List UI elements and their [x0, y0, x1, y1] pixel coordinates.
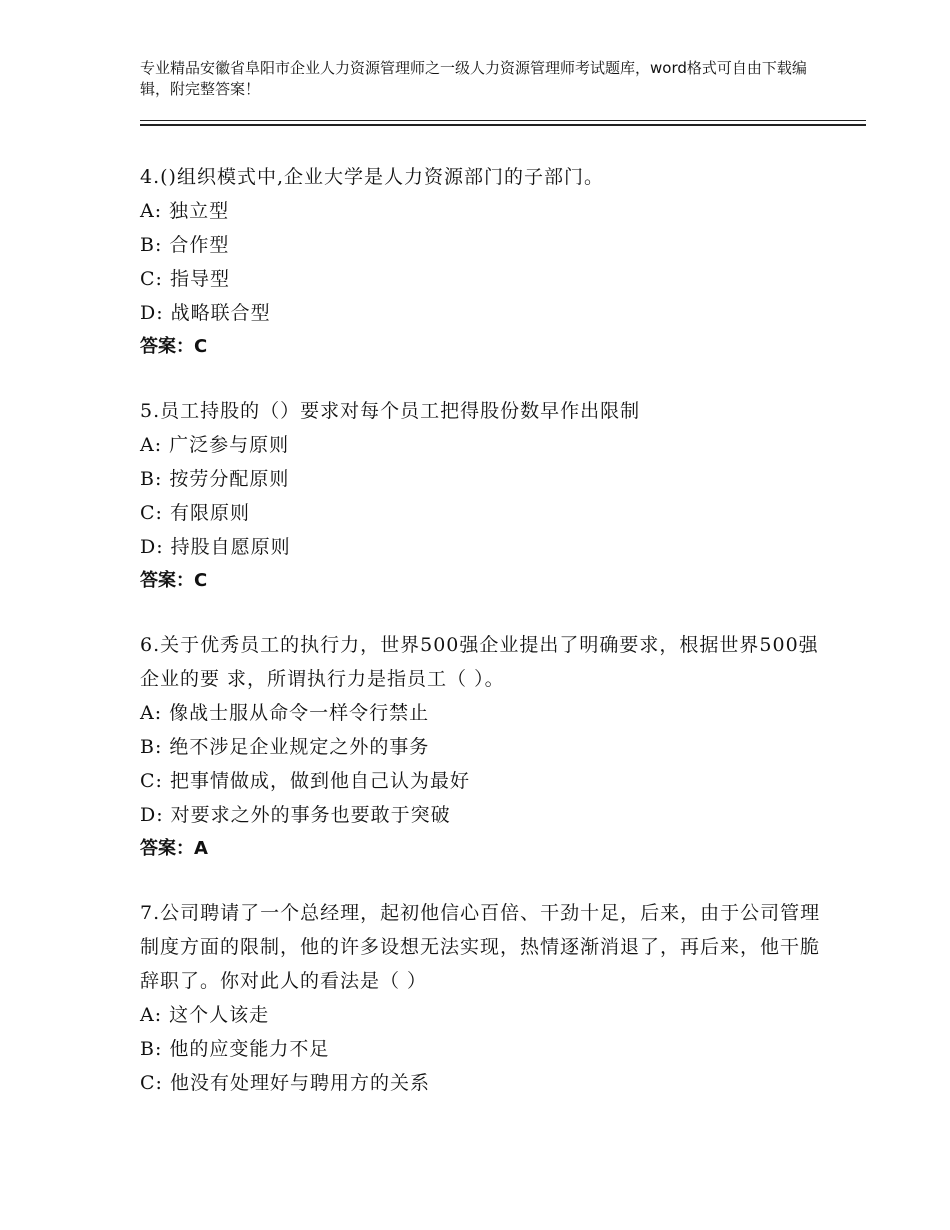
question-5 — [140, 394, 830, 598]
option-a: A: 独立型 — [140, 200, 230, 222]
option-a: A: 广泛参与原则 — [140, 434, 290, 456]
option-c: C: 把事情做成，做到他自己认为最好 — [140, 770, 470, 792]
option-c: C: 他没有处理好与聘用方的关系 — [140, 1072, 430, 1094]
option-d: D: 对要求之外的事务也要敢于突破 — [140, 804, 451, 826]
answer-line: 答案：C — [140, 570, 208, 591]
option-b: B: 按劳分配原则 — [140, 468, 290, 490]
option-d: D: 持股自愿原则 — [140, 536, 291, 558]
option-c: C: 有限原则 — [140, 502, 250, 524]
option-a: A: 像战士服从命令一样令行禁止 — [140, 702, 430, 724]
option-b: B: 他的应变能力不足 — [140, 1038, 330, 1060]
answer-line: 答案：C — [140, 336, 208, 357]
question-list — [140, 160, 830, 1130]
document-header: 专业精品安徽省阜阳市企业人力资源管理师之一级人力资源管理师考试题库，word格式可自由下载编辑，附完整答案！ — [140, 59, 807, 98]
question-4 — [140, 160, 830, 364]
question-stem: 7.公司聘请了一个总经理，起初他信心百倍、干劲十足，后来，由于公司管理制度方面的限制，他的许多设想无法实现，热情逐渐消退了，再后来，他干脆辞职了。你对此人的看法是（ ） — [140, 902, 821, 992]
question-stem: 5.员工持股的（）要求对每个员工把得股份数早作出限制 — [140, 400, 641, 422]
option-d: D: 战略联合型 — [140, 302, 271, 324]
option-b: B: 绝不涉足企业规定之外的事务 — [140, 736, 430, 758]
question-6 — [140, 628, 830, 866]
question-7 — [140, 896, 830, 1100]
question-stem: 4.()组织模式中,企业大学是人力资源部门的子部门。 — [140, 166, 604, 188]
header-divider-thick — [140, 124, 866, 126]
option-b: B: 合作型 — [140, 234, 230, 256]
answer-line: 答案：A — [140, 838, 208, 859]
question-stem: 6.关于优秀员工的执行力，世界500强企业提出了明确要求，根据世界500强企业的要 求，所谓执行力是指员工（ ）。 — [140, 634, 819, 690]
header-divider-thin — [140, 120, 866, 121]
option-c: C: 指导型 — [140, 268, 230, 290]
option-a: A: 这个人该走 — [140, 1004, 270, 1026]
